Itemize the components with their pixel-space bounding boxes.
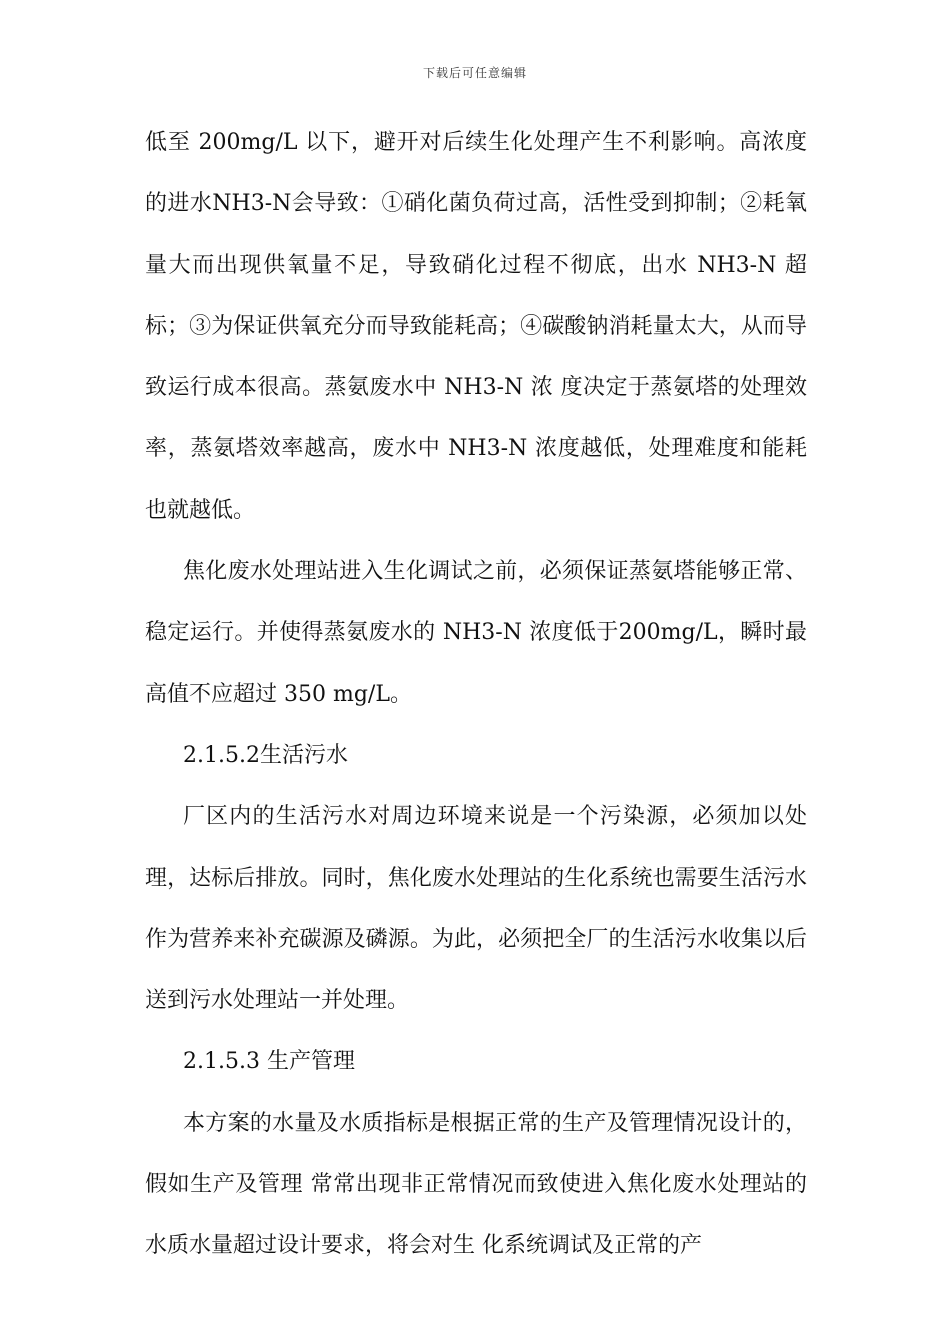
paragraph-continuation: 低至 200mg/L 以下，避开对后续生化处理产生不利影响。高浓度的进水NH3-N会导致：①硝化菌负荷过高，活性受到抑制；②耗氧量大而出现供氧量不足，导致硝化过程不彻底，出水 NH3-N 超标；③为保证供氧充分而导致能耗高；④碳酸钠消耗量太大，从而导致运行成本很高。蒸氨废水中 NH3-N 浓 度决定于蒸氨塔的处理效率，蒸氨塔效率越高，废水中 NH3-N 浓度越低，处理难度和能耗也就越低。 xyxy=(145,130,807,523)
section-heading-production-management: 2.1.5.3 生产管理 xyxy=(183,1049,355,1075)
paragraph-production-management: 本方案的水量及水质指标是根据正常的生产及管理情况设计的，假如生产及管理 常常出现非正常情况而致使进入焦化废水处理站的水质水量超过设计要求，将会对生 化系统调试及正常的产 xyxy=(145,1110,807,1259)
document-body xyxy=(145,112,807,1277)
page-header: 下载后可任意编辑 xyxy=(422,66,527,80)
paragraph-ammonia-tower: 焦化废水处理站进入生化调试之前，必须保证蒸氨塔能够正常、 稳定运行。并使得蒸氨废水的 NH3-N 浓度低于200mg/L，瞬时最高值不应超过 350 mg/L。 xyxy=(145,559,807,707)
paragraph-domestic-sewage: 厂区内的生活污水对周边环境来说是一个污染源，必须加以处理，达标后排放。同时，焦化废水处理站的生化系统也需要生活污水作为营养来补充碳源及磷源。为此，必须把全厂的生活污水收集以后送到污水处理站一并处理。 xyxy=(145,804,807,1014)
section-heading-domestic-sewage: 2.1.5.2生活污水 xyxy=(183,742,348,768)
